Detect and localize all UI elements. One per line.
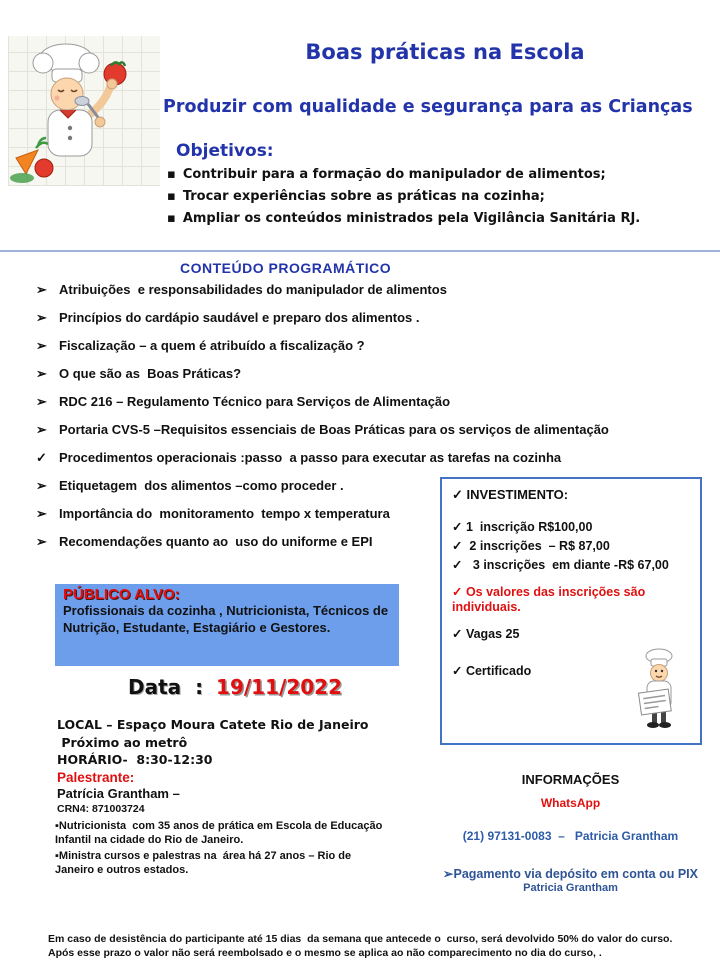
informacoes-block [428,772,713,894]
publico-alvo-box [55,584,399,666]
whatsapp-label: WhatsApp [540,796,601,810]
investment-price: ✓ 2 inscrições – R$ 87,00 [452,539,610,553]
page-title: Boas práticas na Escola [305,40,585,64]
arrow-bullet-icon: ➢ [36,366,47,381]
investment-box [440,477,702,745]
program-item-text: Etiquetagem dos alimentos –como proceder . [59,478,344,493]
chef-cooking-drawing [8,36,160,186]
bio-item: ▪Ministra cursos e palestras na área há 27 anos – Rio de Janeiro e outros estados. [55,850,355,876]
program-item [36,450,681,466]
phone-contact: (21) 97131-0083 – Patricia Grantham [462,829,679,843]
investment-note: ✓ Os valores das inscrições são individuais. [452,585,649,614]
square-bullet-icon: ▪ [167,211,176,226]
investment-price: ✓ 1 inscrição R$100,00 [452,520,593,534]
objectives-title: Objetivos: [176,141,274,161]
program-title: CONTEÚDO PROGRAMÁTICO [180,260,392,276]
square-bullet-icon: ▪ [167,189,176,204]
arrow-bullet-icon: ➢ [36,506,47,521]
local-block [57,716,369,769]
arrow-bullet-icon: ➢ [36,282,47,297]
policy-line: Após esse prazo o valor não será reembolsado e o mesmo se aplica ao não comparecimento no dia do curso, . [48,946,602,959]
publico-alvo-heading: PÚBLICO ALVO: [63,586,180,603]
informacoes-title: INFORMAÇÕES [521,772,620,787]
program-item [36,338,681,354]
arrow-bullet-icon: ➢ [36,338,47,353]
program-item-text: Portaria CVS-5 –Requisitos essenciais de Boas Práticas para os serviços de alimentação [59,422,609,437]
program-item [36,422,681,438]
cancellation-policy [48,933,696,960]
payment-line: ➢Pagamento via depósito em conta ou PIX [443,867,698,881]
bio-item: ▪Nutricionista com 35 anos de prática em Escola de Educação Infantil na cidade do Rio de Janeiro. [55,820,386,846]
palestrante-block [57,769,180,816]
program-item-text: RDC 216 – Regulamento Técnico para Serviços de Alimentação [59,394,451,409]
palestrante-crn: CRN4: 871003724 [57,803,145,815]
program-item-text: Importância do monitoramento tempo x temperatura [59,506,390,521]
divider-line [0,250,720,252]
program-item [36,282,681,298]
program-item-text: Princípios do cardápio saudável e preparo dos alimentos . [59,310,420,325]
horario-line: HORÁRIO- 8:30-12:30 [57,752,213,767]
date-value: 19/11/2022 [216,675,342,699]
objective-item [167,211,715,233]
date-label: Data : [128,675,204,699]
arrow-bullet-icon: ➢ [36,534,47,549]
objective-item [167,167,715,189]
arrow-bullet-icon: ➢ [36,478,47,493]
chef-cooking-illustration [8,36,160,186]
check-bullet-icon: ✓ [36,450,47,465]
investment-price: ✓ 3 inscrições em diante -R$ 67,00 [452,558,669,572]
palestrante-bio [55,820,387,880]
program-item [36,394,681,410]
page-subtitle: Produzir com qualidade e segurança para as Crianças [163,97,693,117]
local-line: LOCAL – Espaço Moura Catete Rio de Janeiro [57,717,369,732]
objective-item [167,189,715,211]
square-bullet-icon: ▪ [167,167,176,182]
local-line: Próximo ao metrô [57,734,188,750]
objective-text: Trocar experiências sobre as práticas na cozinha; [182,189,545,204]
investment-vagas: ✓ Vagas 25 [452,627,520,641]
program-item [36,366,681,382]
investment-title: ✓ INVESTIMENTO: [452,487,569,502]
payment-name: Patricia Grantham [523,882,618,894]
date-line [128,675,342,699]
publico-alvo-text: Profissionais da cozinha , Nutricionista, Técnicos de Nutrição, Estudante, Estagiário e Gestores. [63,603,392,635]
arrow-bullet-icon: ➢ [36,310,47,325]
chef-certificate-illustration [628,647,690,737]
policy-line: Em caso de desistência do participante até 15 dias da semana que antecede o curso, será devolvido 50% do valor do curso. [48,933,673,945]
program-item-text: O que são as Boas Práticas? [59,366,242,381]
objectives-list [167,167,715,233]
program-item-text: Procedimentos operacionais :passo a passo para executar as tarefas na cozinha [59,450,562,465]
palestrante-name: Patrícia Grantham – [57,786,180,801]
program-item [36,310,681,326]
objective-text: Ampliar os conteúdos ministrados pela Vigilância Sanitária RJ. [182,211,641,226]
arrow-bullet-icon: ➢ [36,394,47,409]
program-item-text: Recomendações quanto ao uso do uniforme e EPI [59,534,373,549]
objective-text: Contribuir para a formação do manipulador de alimentos; [182,167,606,182]
arrow-bullet-icon: ➢ [36,422,47,437]
investment-certificado: ✓ Certificado [452,664,532,678]
program-item-text: Atribuições e responsabilidades do manipulador de alimentos [59,282,447,297]
program-item-text: Fiscalização – a quem é atribuído a fiscalização ? [59,338,365,353]
palestrante-label: Palestrante: [57,770,135,785]
